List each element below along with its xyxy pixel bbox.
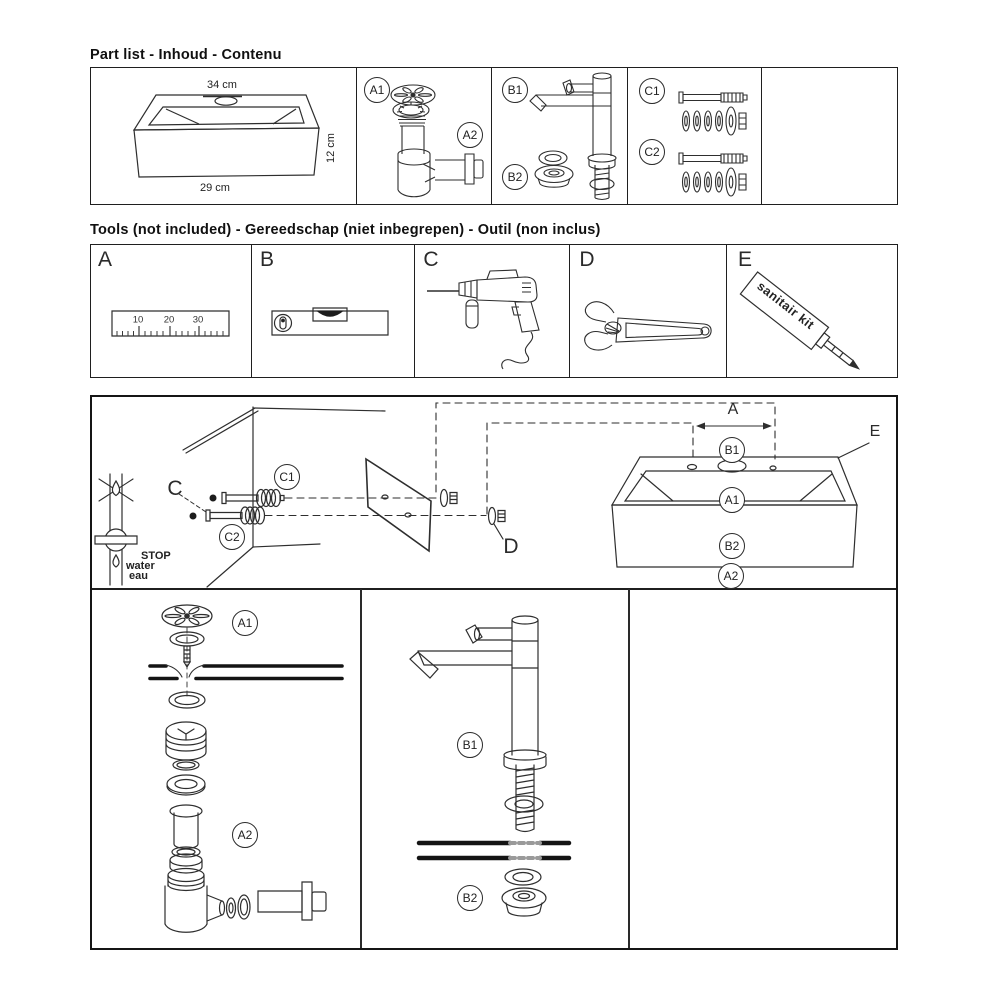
tool-letter-e: E [737,248,753,271]
sealant-tube-label: sanitair kit [754,279,818,333]
assembly-drawing [92,397,896,948]
ruler-drawing [91,245,250,375]
assembly-badge-c1: C1 [274,464,300,490]
ruler-mark-20: 20 [163,314,175,326]
tool-letter-c: C [423,248,439,271]
part-list-heading: Part list - Inhoud - Contenu [90,47,282,63]
assembly-letter-a: A [727,401,739,418]
partlist-badge-a2: A2 [457,122,483,148]
tool-letter-b: B [259,248,275,271]
sink-height: 12 cm [325,133,337,163]
sink-top-width: 34 cm [207,79,237,91]
assembly-badge-a1: A1 [719,487,745,513]
exploded-badge-a2: A2 [232,822,258,848]
exploded-badge-a1: A1 [232,610,258,636]
eau-text: eau [129,570,148,582]
bottle-trap [165,869,225,933]
tool-cell-level [252,245,415,377]
ruler-mark-30: 30 [192,314,204,326]
dimension-arrow-a [696,423,772,430]
exploded-badge-b2: B2 [457,885,483,911]
sink-bottom-width: 29 cm [200,182,230,194]
exploded-badge-b1: B1 [457,732,483,758]
partlist-badge-a1: A1 [364,77,390,103]
assembly-panel [90,395,898,950]
mounting-plate [366,459,431,551]
stop-text: STOP [141,550,171,562]
partlist-badge-b1: B1 [502,77,528,103]
washer-nut-set [441,490,506,525]
assembly-letter-e: E [869,423,881,440]
faucet-exploded [410,616,569,916]
partlist-badge-c2: C2 [639,139,665,165]
drain-exploded [150,605,342,932]
water-text: water [126,560,155,572]
assembly-badge-b2: B2 [719,533,745,559]
tool-letter-a: A [97,248,113,271]
partlist-badge-c1: C1 [639,78,665,104]
tools-row [90,244,898,378]
level-drawing [252,245,413,375]
assembly-badge-c2: C2 [219,524,245,550]
assembly-letter-c: C [167,477,183,500]
tool-cell-sealant [727,245,897,377]
part-cell-empty [762,68,897,204]
tool-cell-ruler [91,245,252,377]
tools-heading: Tools (not included) - Gereedschap (niet inbegrepen) - Outil (non inclus) [90,222,601,238]
assembly-badge-a2: A2 [718,563,744,589]
screw-set-c2 [679,153,747,196]
tool-letter-d: D [579,248,595,271]
partlist-badge-b2: B2 [502,164,528,190]
screw-set-c1 [679,92,747,135]
screw-c2 [206,507,265,524]
assembly-badge-b1: B1 [719,437,745,463]
assembly-letter-d: D [503,535,519,558]
ruler-mark-10: 10 [132,314,144,326]
